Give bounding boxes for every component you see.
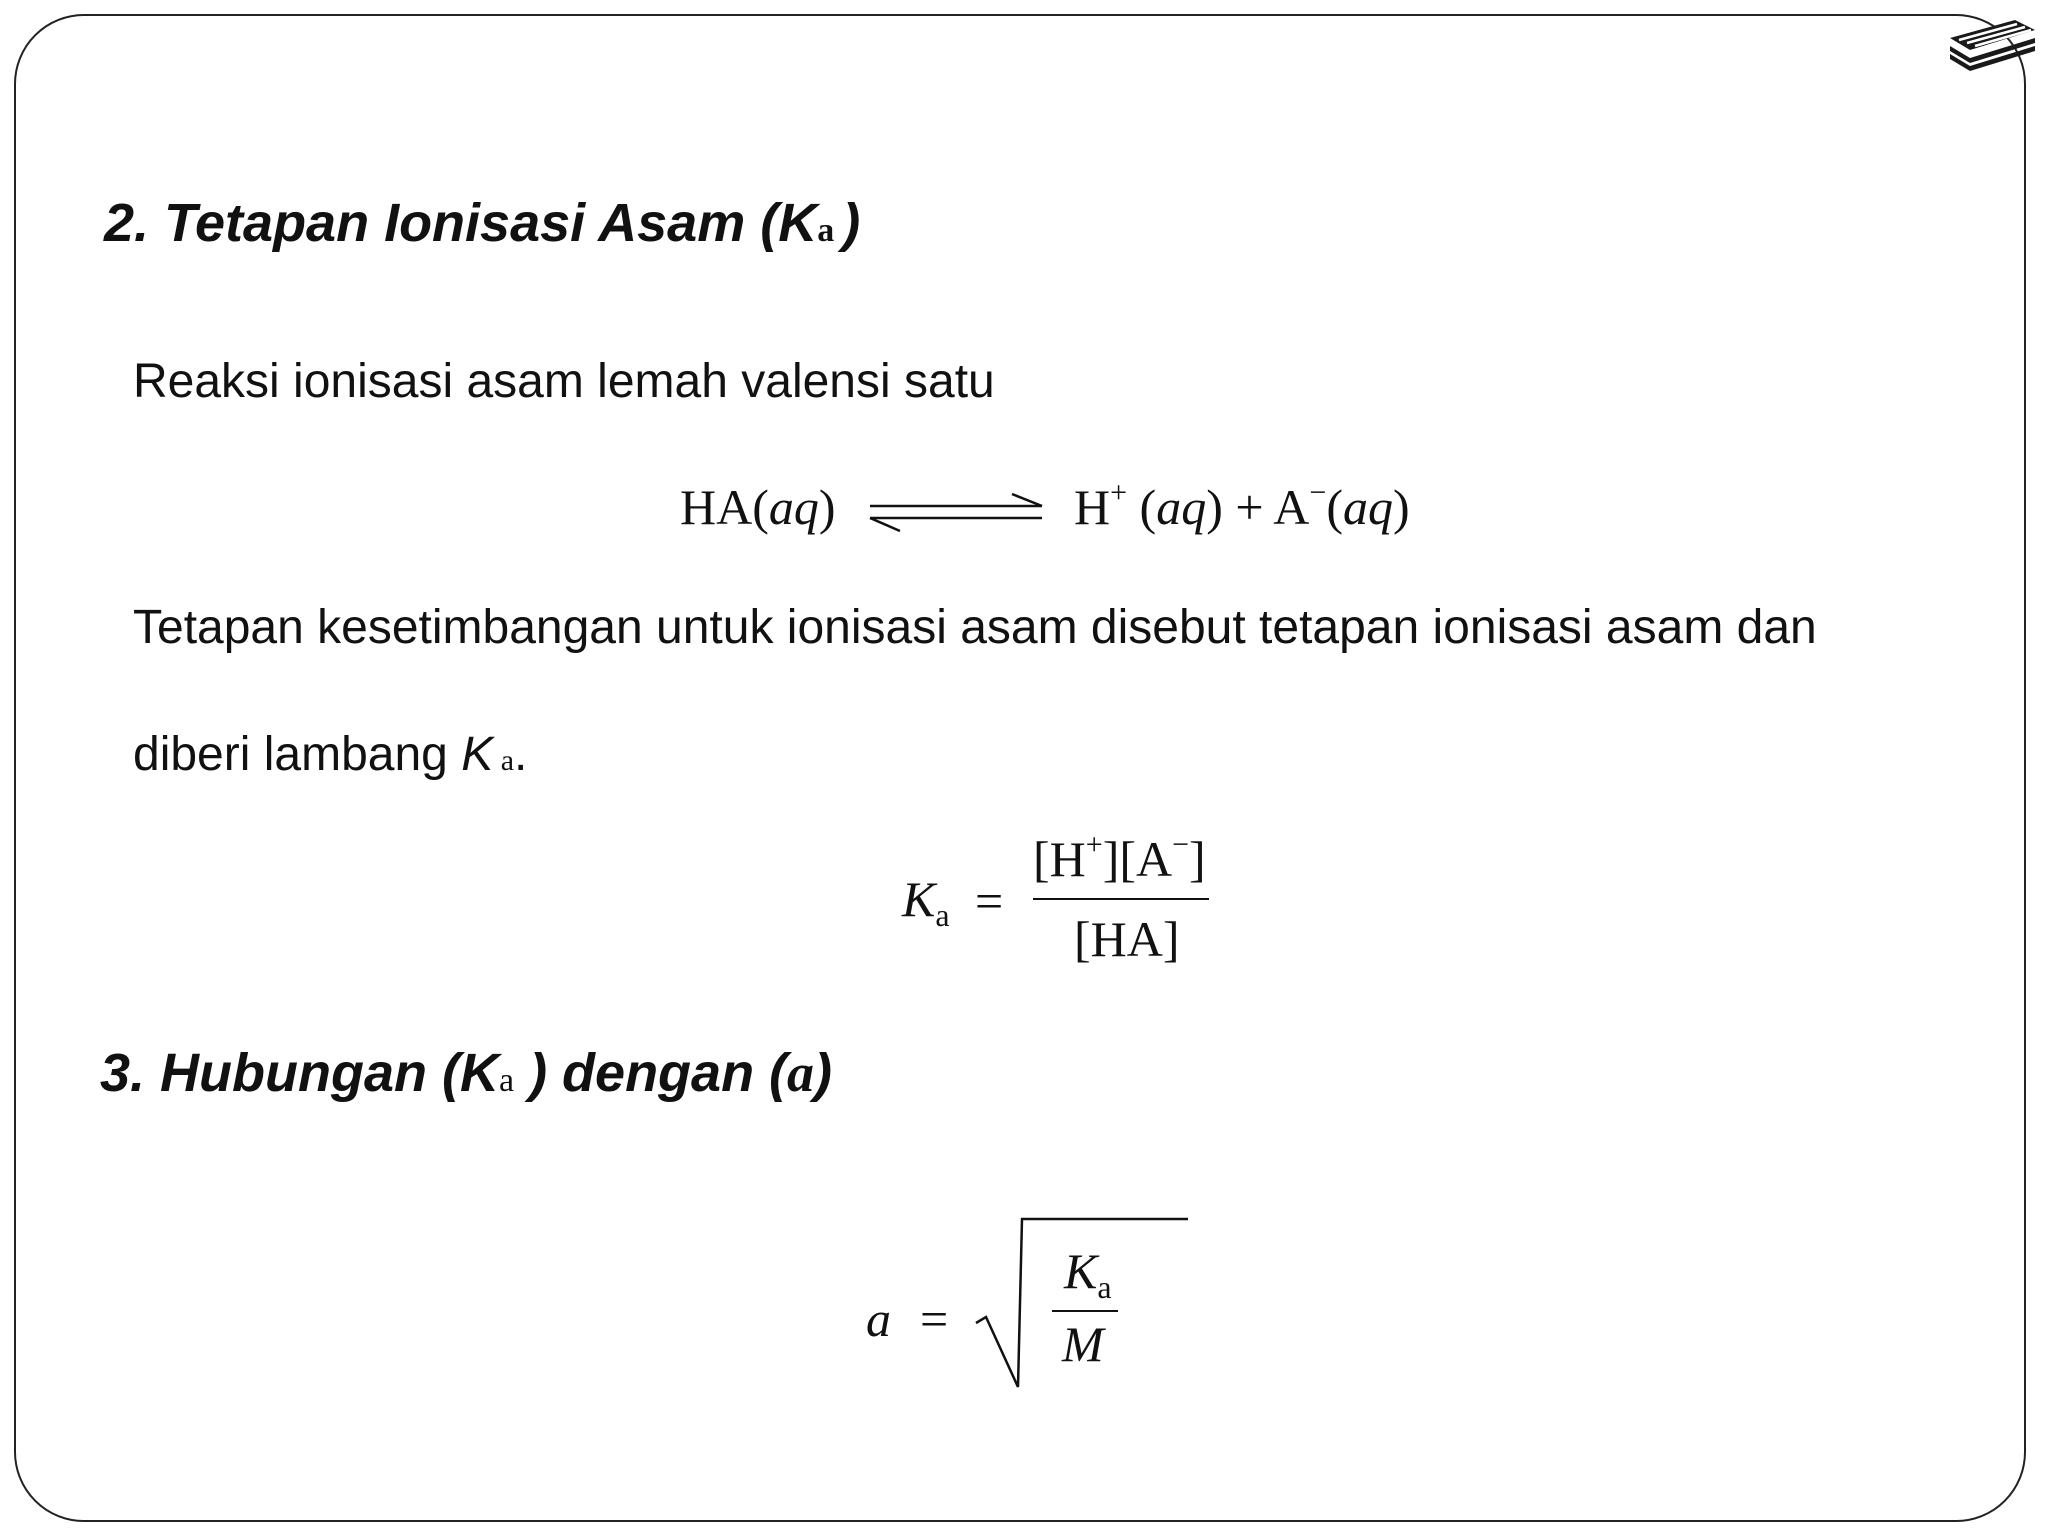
ionization-products bbox=[1074, 478, 1410, 536]
stacked-books-logo-icon bbox=[1945, 10, 2040, 72]
section-2-subscript: a bbox=[817, 212, 835, 249]
alpha-denominator: M bbox=[1062, 1316, 1104, 1372]
alpha-symbol: a bbox=[866, 1291, 891, 1347]
product-a: ) + A bbox=[1206, 479, 1310, 535]
section-3-k: K bbox=[459, 1043, 499, 1103]
product-h-charge: + bbox=[1110, 476, 1128, 509]
section-3-title-b: ) dengan ( bbox=[514, 1043, 788, 1103]
ka-fraction-bar bbox=[1033, 898, 1209, 900]
product-close: ) bbox=[1392, 479, 1410, 535]
section-2-close: ) bbox=[842, 193, 861, 253]
product-a-charge: − bbox=[1309, 476, 1327, 509]
reaction-lhs-close: ) bbox=[818, 479, 836, 535]
num-part: ][A bbox=[1102, 831, 1173, 887]
section-3-heading bbox=[100, 1042, 832, 1104]
product-aq-1: aq bbox=[1156, 479, 1207, 535]
definition-k: K bbox=[461, 728, 494, 781]
section-3-sub: a bbox=[498, 1062, 515, 1099]
ionization-reaction bbox=[680, 478, 836, 536]
definition-k-sub: a bbox=[493, 744, 515, 777]
alpha-equals: = bbox=[920, 1291, 949, 1347]
definition-period: . bbox=[514, 728, 528, 781]
ka-equals: = bbox=[975, 873, 1004, 929]
section-3-title-a: 3. Hubungan ( bbox=[100, 1043, 460, 1103]
ka-formula-lhs bbox=[902, 870, 950, 934]
definition-text: diberi lambang bbox=[133, 728, 462, 781]
ka-symbol: K bbox=[902, 871, 936, 927]
product-part: ( bbox=[1326, 479, 1343, 535]
product-h: H bbox=[1074, 479, 1111, 535]
alpha-num-k: K bbox=[1064, 1243, 1098, 1299]
num-part: ] bbox=[1189, 831, 1206, 887]
alpha-numerator bbox=[1064, 1242, 1112, 1306]
intro-text: Reaksi ionisasi asam lemah valensi satu bbox=[133, 355, 995, 408]
ka-subscript: a bbox=[935, 897, 950, 933]
reaction-lhs-aq: aq bbox=[768, 479, 819, 535]
product-aq-2: aq bbox=[1342, 479, 1393, 535]
num-part: [H bbox=[1033, 831, 1086, 887]
ka-denominator: [HA] bbox=[1074, 911, 1180, 967]
num-charge-1: + bbox=[1085, 828, 1103, 861]
section-3-alpha: a bbox=[787, 1043, 815, 1103]
product-part: ( bbox=[1127, 479, 1157, 535]
num-charge-2: − bbox=[1172, 828, 1190, 861]
section-3-title-c: ) bbox=[814, 1043, 833, 1103]
alpha-fraction-bar bbox=[1052, 1310, 1118, 1312]
alpha-num-sub: a bbox=[1097, 1269, 1112, 1305]
equilibrium-arrow-icon bbox=[866, 488, 1046, 538]
ka-numerator bbox=[1033, 830, 1206, 888]
definition-line-2 bbox=[133, 727, 527, 782]
definition-line-1: Tetapan kesetimbangan untuk ionisasi asam disebut tetapan ionisasi asam dan bbox=[133, 601, 1817, 654]
section-2-title: 2. Tetapan Ionisasi Asam (K bbox=[104, 193, 818, 253]
reaction-lhs-part: HA( bbox=[680, 479, 769, 535]
section-2-heading bbox=[104, 192, 860, 254]
